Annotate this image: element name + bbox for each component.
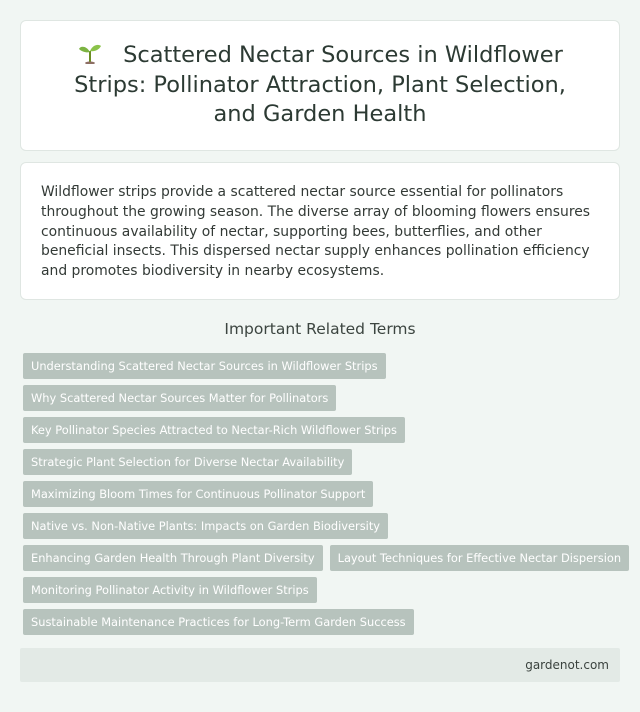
tag-row xyxy=(23,385,623,411)
tag-row xyxy=(23,449,623,475)
related-terms-heading: Important Related Terms xyxy=(224,320,416,338)
tag-row xyxy=(23,353,623,379)
description-text: Wildflower strips provide a scattered nectar source essential for pollinators throughout the growing season. The diverse array of blooming flowers ensures continuous availability of nectar, supporting bees, butterflies, and other beneficial insects. This dispersed nectar supply enhances pollination efficiency and promotes biodiversity in nearby ecosystems. xyxy=(41,184,591,280)
tag-row xyxy=(23,417,623,443)
related-term-tag[interactable]: Key Pollinator Species Attracted to Nectar-Rich Wildflower Strips xyxy=(23,417,405,443)
footer xyxy=(20,648,620,682)
title-card xyxy=(20,20,620,151)
footer-site-link[interactable]: gardenot.com xyxy=(525,658,609,672)
tag-row xyxy=(23,609,623,635)
tag-row xyxy=(23,513,623,539)
related-term-tag[interactable]: Maximizing Bloom Times for Continuous Pollinator Support xyxy=(23,481,373,507)
description-card xyxy=(20,162,620,300)
tag-row xyxy=(23,481,623,507)
page-title-text: Scattered Nectar Sources in Wildflower Strips: Pollinator Attraction, Plant Selection, and Garden Health xyxy=(74,42,566,128)
related-term-tag[interactable]: Monitoring Pollinator Activity in Wildflower Strips xyxy=(23,577,317,603)
related-term-tag[interactable]: Strategic Plant Selection for Diverse Nectar Availability xyxy=(23,449,352,475)
related-term-tag[interactable]: Why Scattered Nectar Sources Matter for Pollinators xyxy=(23,385,336,411)
related-term-tag[interactable]: Layout Techniques for Effective Nectar Dispersion xyxy=(330,545,629,571)
page-title xyxy=(51,41,589,130)
sprout-icon xyxy=(77,42,103,64)
related-term-tag[interactable]: Enhancing Garden Health Through Plant Diversity xyxy=(23,545,323,571)
related-term-tag[interactable]: Understanding Scattered Nectar Sources in Wildflower Strips xyxy=(23,353,386,379)
tag-row xyxy=(23,577,623,603)
related-term-tag[interactable]: Native vs. Non-Native Plants: Impacts on Garden Biodiversity xyxy=(23,513,388,539)
tag-row xyxy=(23,545,623,571)
related-terms-list xyxy=(23,353,623,641)
related-term-tag[interactable]: Sustainable Maintenance Practices for Long-Term Garden Success xyxy=(23,609,414,635)
